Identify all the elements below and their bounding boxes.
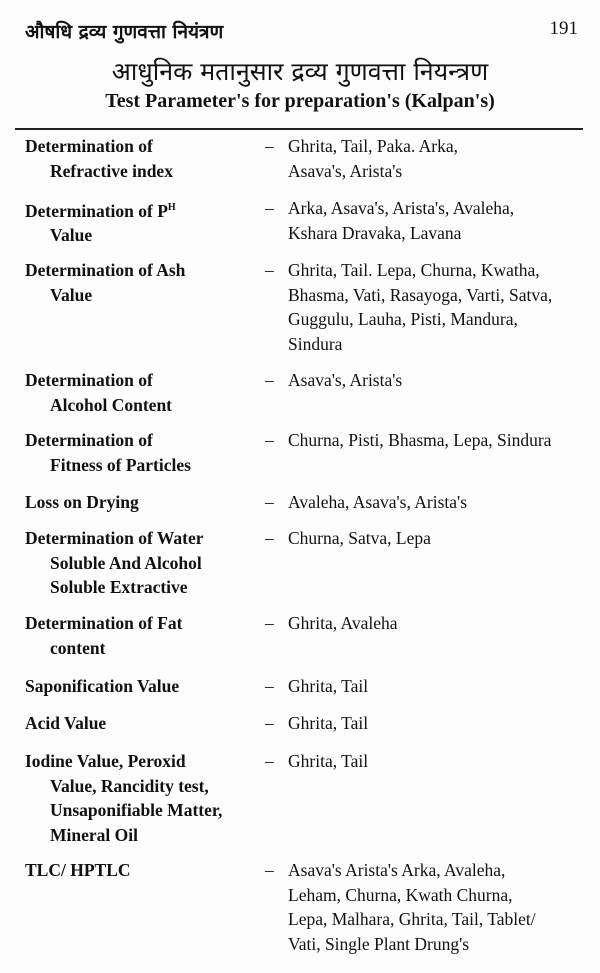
preparation-line: Arka, Asava's, Arista's, Avaleha, xyxy=(288,198,515,218)
label-line: Determination of $P^H$ xyxy=(25,200,176,221)
preparation-line: Churna, Satva, Lepa xyxy=(288,528,431,548)
dash-separator: – xyxy=(265,860,274,880)
label-line: Determination of xyxy=(25,136,153,156)
preparation-line: Ghrita, Tail. Lepa, Churna, Kwatha, xyxy=(288,260,540,280)
label-line: Determination of xyxy=(25,370,153,390)
label-line: Determination of Water xyxy=(25,528,204,548)
preparation-line: Sindura xyxy=(288,333,343,354)
preparation-list xyxy=(288,490,593,515)
preparation-line: Vati, Single Plant Drung's xyxy=(288,933,470,954)
dash-separator: – xyxy=(265,136,274,156)
preparation-line: Churna, Pisti, Bhasma, Lepa, Sindura xyxy=(288,430,552,450)
label-line: Determination of Ash xyxy=(25,260,186,280)
label-line: Unsaponifiable Matter, xyxy=(50,800,223,820)
label-line: Fitness of Particles xyxy=(50,454,191,475)
dash-separator: – xyxy=(265,613,274,633)
preparation-list xyxy=(288,858,593,956)
preparation-list xyxy=(288,526,593,551)
preparation-line: Asava's, Arista's xyxy=(288,160,403,181)
preparation-line: Asava's Arista's Arka, Avaleha, xyxy=(288,860,506,880)
preparation-list xyxy=(288,258,593,356)
preparation-line: Ghrita, Tail xyxy=(288,676,369,696)
preparation-list xyxy=(288,711,593,736)
parameter-label xyxy=(25,749,265,847)
preparation-line: Bhasma, Vati, Rasayoga, Varti, Satva, xyxy=(288,284,553,305)
preparation-list xyxy=(288,674,593,699)
preparation-list xyxy=(288,611,593,636)
label-line: Saponification Value xyxy=(25,676,180,696)
label-line: TLC/ HPTLC xyxy=(25,860,131,880)
preparation-line: Ghrita, Tail, Paka. Arka, xyxy=(288,136,459,156)
parameter-label xyxy=(25,368,265,417)
label-line: Value, Rancidity test, xyxy=(50,775,209,796)
preparation-list xyxy=(288,368,593,393)
label-line: Determination of Fat xyxy=(25,613,183,633)
dash-separator: – xyxy=(265,713,274,733)
preparation-line: Asava's, Arista's xyxy=(288,370,403,390)
title-hindi: आधुनिक मतानुसार द्रव्य गुणवत्ता नियन्त्रण xyxy=(111,57,489,86)
preparation-list xyxy=(288,428,593,453)
label-line: Refractive index xyxy=(50,160,173,181)
label-line: Alcohol Content xyxy=(50,394,173,415)
label-line: Mineral Oil xyxy=(50,824,138,845)
parameter-label xyxy=(25,711,265,736)
parameter-label xyxy=(25,674,265,699)
label-line: Value xyxy=(50,225,93,246)
dash-separator: – xyxy=(265,198,274,218)
label-line: Iodine Value, Peroxid xyxy=(25,751,186,771)
running-header: औषधि द्रव्य गुणवत्ता नियंत्रण xyxy=(25,21,224,43)
label-line: content xyxy=(50,637,106,658)
label-line: Loss on Drying xyxy=(25,492,139,512)
dash-separator: – xyxy=(265,528,274,548)
preparation-list xyxy=(288,749,593,774)
preparation-line: Lepa, Malhara, Ghrita, Tail, Tablet/ xyxy=(288,909,536,929)
label-line: Determination of xyxy=(25,430,153,450)
dash-separator: – xyxy=(265,260,274,280)
dash-separator: – xyxy=(265,370,274,390)
label-line: Acid Value xyxy=(25,713,107,733)
label-line: Soluble Extractive xyxy=(50,577,188,597)
parameter-label xyxy=(25,526,265,600)
preparation-line: Ghrita, Tail xyxy=(288,713,369,733)
parameter-label xyxy=(25,490,265,515)
parameter-label xyxy=(25,134,265,183)
preparation-line: Kshara Dravaka, Lavana xyxy=(288,222,462,243)
dash-separator: – xyxy=(265,430,274,450)
label-line: Soluble And Alcohol xyxy=(50,552,202,573)
label-line: Value xyxy=(50,284,93,305)
preparation-line: Leham, Churna, Kwath Churna, xyxy=(288,884,513,905)
preparation-line: Ghrita, Tail xyxy=(288,751,369,771)
dash-separator: – xyxy=(265,492,274,512)
dash-separator: – xyxy=(265,751,274,771)
divider xyxy=(15,128,583,130)
preparation-line: Guggulu, Lauha, Pisti, Mandura, xyxy=(288,309,518,329)
parameter-label xyxy=(25,611,265,660)
dash-separator: – xyxy=(265,676,274,696)
parameter-label xyxy=(25,258,265,307)
preparation-line: Ghrita, Avaleha xyxy=(288,613,398,633)
preparation-list xyxy=(288,196,593,245)
superscript: H xyxy=(167,202,176,213)
preparation-list xyxy=(288,134,593,183)
preparation-line: Avaleha, Asava's, Arista's xyxy=(288,492,467,512)
parameter-label xyxy=(25,428,265,477)
title-english: Test Parameter's for preparation's (Kalpan's) xyxy=(105,90,495,112)
parameter-label xyxy=(25,858,265,883)
parameter-label xyxy=(25,196,265,248)
page-number: 191 xyxy=(549,18,578,39)
